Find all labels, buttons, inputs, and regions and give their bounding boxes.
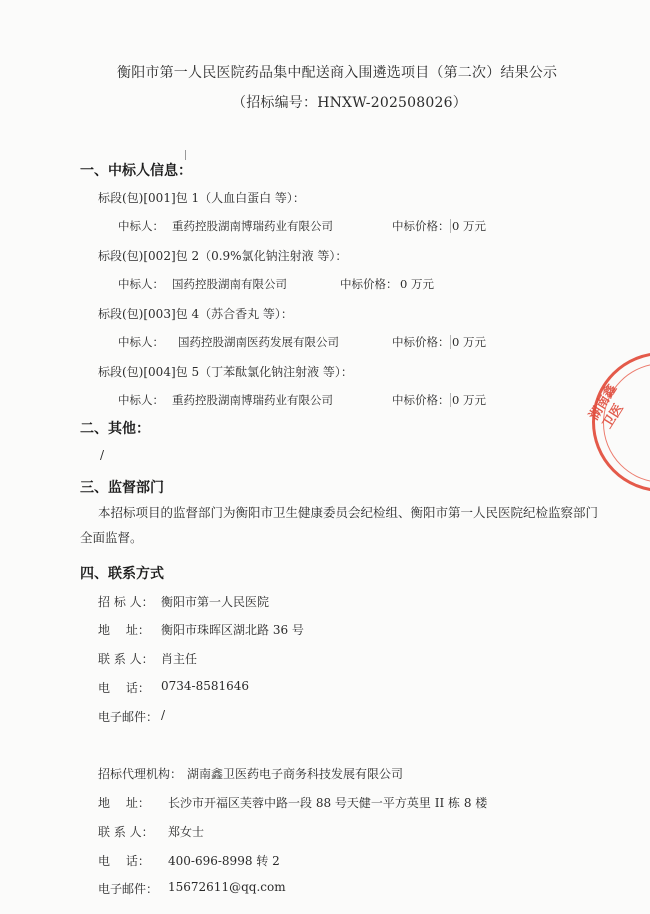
agency-phone-value: 400-696-8998 转 2 — [168, 854, 280, 868]
lot-4-winner-label: 中标人： — [118, 393, 164, 407]
lot-1-price: 0 万元 — [452, 219, 486, 233]
tenderer-email-value: / — [161, 708, 166, 722]
tenderer-phone-value: 0734-8581646 — [161, 679, 250, 693]
agency-email-value: 15672611@qq.com — [168, 880, 286, 894]
agency-contact-label: 联 系 人： — [98, 825, 154, 839]
scan-mark — [185, 150, 186, 160]
lot-4-winner: 重药控股湖南博瑞药业有限公司 — [172, 393, 333, 407]
lot-3-price: 0 万元 — [452, 335, 486, 349]
section-3-heading: 三、监督部门 — [80, 480, 164, 496]
tender-number: （招标编号：HNXW-202508026） — [232, 95, 467, 111]
lot-4-price-label: 中标价格： — [392, 393, 450, 407]
tenderer-contact-value: 肖主任 — [161, 652, 198, 666]
section-4-heading: 四、联系方式 — [80, 566, 164, 582]
tenderer-label: 招 标 人： — [98, 595, 154, 609]
scan-mark — [450, 393, 451, 407]
section-3-content: 本招标项目的监督部门为衡阳市卫生健康委员会纪检组、衡阳市第一人民医院纪检监察部门全面监督。 — [80, 505, 599, 545]
agency-email-label: 电子邮件： — [98, 882, 159, 896]
lot-2-price: 0 万元 — [400, 277, 434, 291]
document-title: 衡阳市第一人民医院药品集中配送商入围遴选项目（第二次）结果公示 — [117, 65, 558, 81]
agency-address-value: 长沙市开福区芙蓉中路一段 88 号天健一平方英里 II 栋 8 楼 — [168, 796, 488, 810]
section-1-heading: 一、中标人信息： — [80, 163, 192, 179]
lot-3-price-label: 中标价格： — [392, 335, 450, 349]
tenderer-address-value: 衡阳市珠晖区湖北路 36 号 — [161, 623, 304, 637]
lot-2-winner-label: 中标人： — [118, 277, 164, 291]
lot-1-price-label: 中标价格： — [392, 219, 450, 233]
agency-contact-value: 郑女士 — [168, 825, 205, 839]
lot-1-winner: 重药控股湖南博瑞药业有限公司 — [172, 219, 333, 233]
agency-address-label: 地 址： — [98, 796, 150, 810]
tenderer-value: 衡阳市第一人民医院 — [161, 595, 270, 609]
seal-text: 湖南鑫卫医 — [586, 382, 627, 432]
agency-value: 湖南鑫卫医药电子商务科技发展有限公司 — [187, 767, 404, 781]
lot-3-winner: 国药控股湖南医药发展有限公司 — [178, 335, 339, 349]
tenderer-contact-label: 联 系 人： — [98, 652, 154, 666]
agency-phone-label: 电 话： — [98, 854, 150, 868]
lot-3-winner-label: 中标人： — [118, 335, 164, 349]
lot-3-title: 标段(包)[003]包 4（苏合香丸 等）： — [98, 307, 293, 321]
tenderer-address-label: 地 址： — [98, 623, 150, 637]
lot-1-winner-label: 中标人： — [118, 219, 164, 233]
tenderer-email-label: 电子邮件： — [98, 710, 159, 724]
lot-1-title: 标段(包)[001]包 1（人血白蛋白 等）： — [98, 191, 305, 205]
scan-mark — [450, 219, 451, 233]
lot-2-price-label: 中标价格： — [340, 277, 398, 291]
lot-4-price: 0 万元 — [452, 393, 486, 407]
lot-4-title: 标段(包)[004]包 5（丁苯酞氯化钠注射液 等）： — [98, 365, 353, 379]
section-2-content: / — [100, 448, 105, 462]
tenderer-phone-label: 电 话： — [98, 681, 150, 695]
lot-2-title: 标段(包)[002]包 2（0.9%氯化钠注射液 等）： — [98, 249, 348, 263]
section-2-heading: 二、其他： — [80, 421, 150, 437]
agency-label: 招标代理机构： — [98, 767, 183, 781]
lot-2-winner: 国药控股湖南有限公司 — [172, 277, 287, 291]
scan-mark — [450, 335, 451, 349]
